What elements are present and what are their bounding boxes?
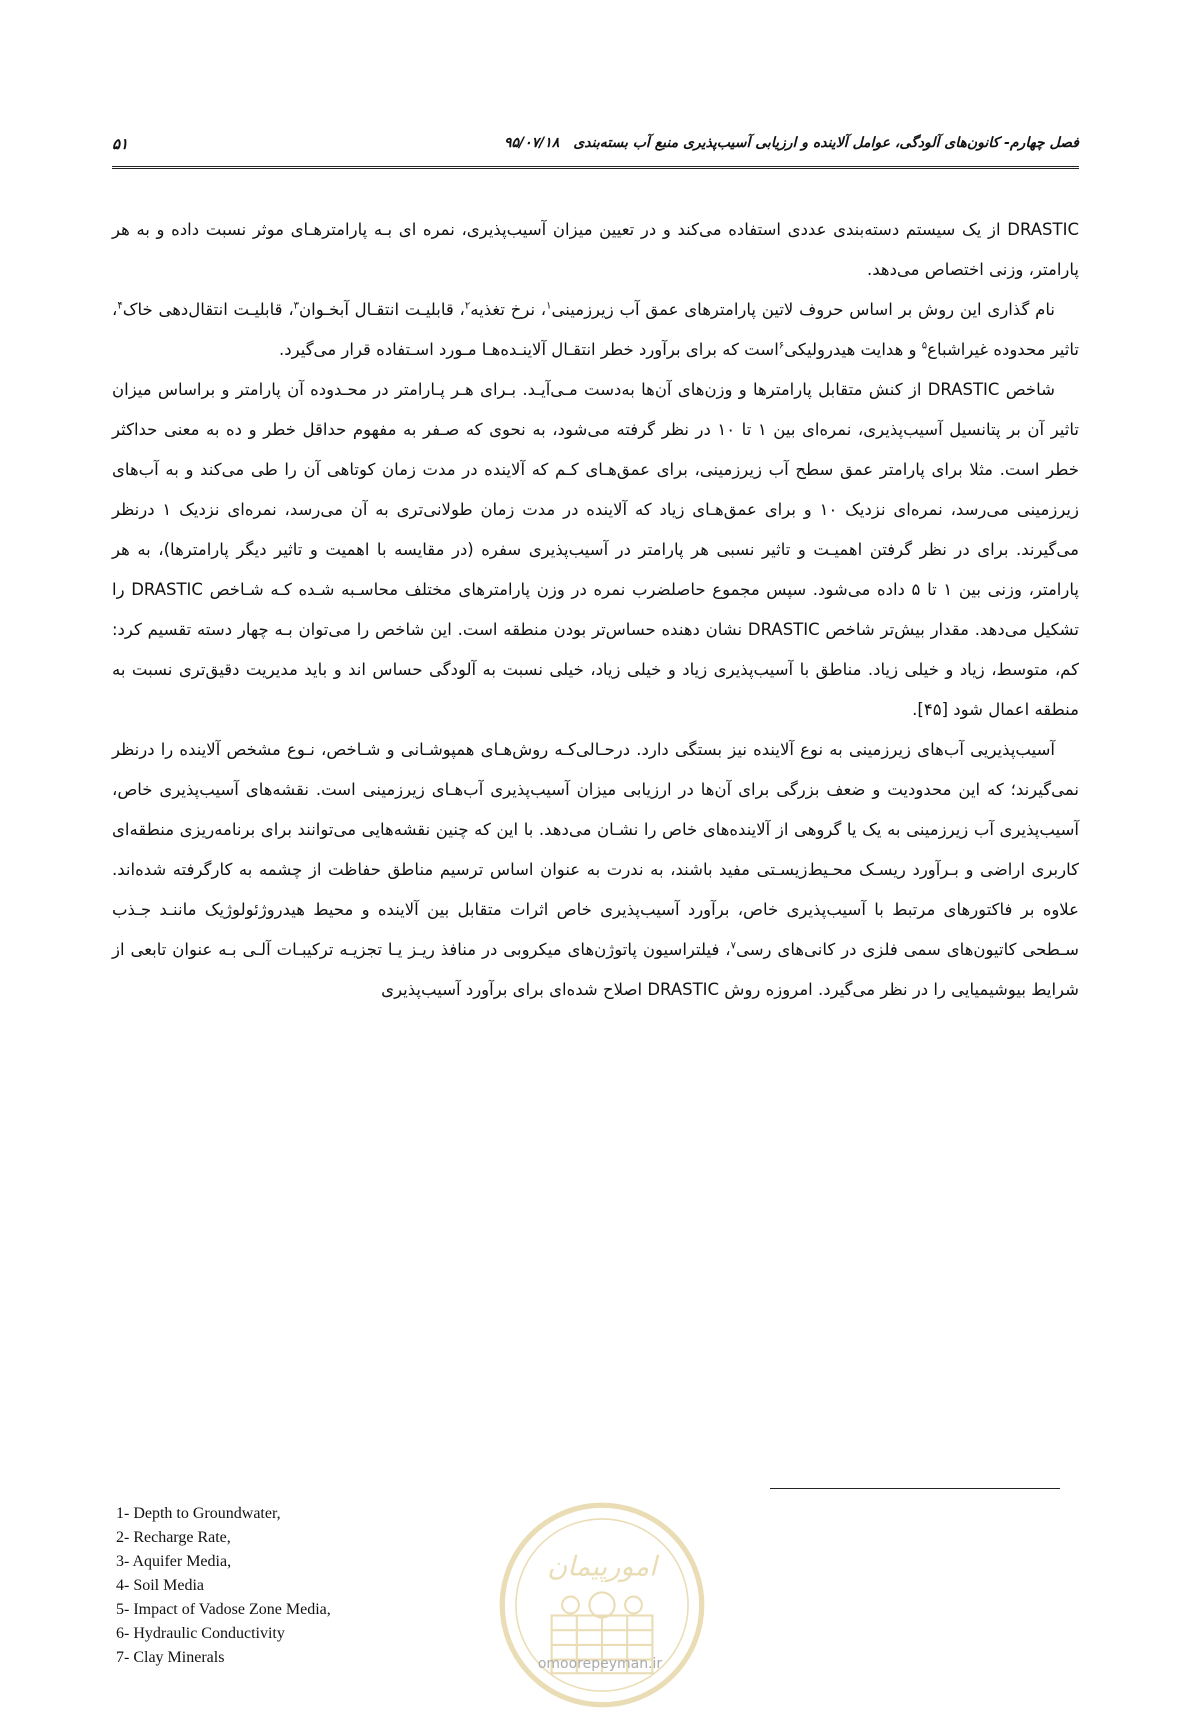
paragraph — [112, 370, 1079, 730]
paragraph — [112, 210, 1079, 290]
paragraph — [112, 290, 1079, 370]
footnote-item: 3- Aquifer Media, — [116, 1553, 232, 1570]
paragraph-text: DRASTIC از یک سیستم دسته‌بندی عددی استفاده می‌کند و در تعیین میزان آسیب‌پذیری، نمره ای بـه پارامترهـای موثر نسبت داده و به هر پارامتر، وزنی اختصاص می‌دهد. — [112, 220, 1079, 279]
header-rule — [112, 166, 1079, 169]
paragraph-text: ، تاثیر محدوده غیراشباع — [112, 300, 1079, 359]
watermark-logo-text: امورپیمان — [547, 1551, 657, 1583]
footnote-ref[interactable]: ۶ — [778, 340, 785, 352]
paragraph-text: و هدایت هیدرولیکی — [784, 340, 922, 359]
footnote-item: 5- Impact of Vadose Zone Media, — [116, 1601, 331, 1618]
footnote-ref[interactable]: ۱ — [546, 300, 552, 312]
header-date: ۹۵/۰۷/۱۸ — [503, 135, 560, 151]
chapter-title-text: فصل چهارم- کانون‌های آلودگی، عوامل آلاینده و ارزیابی آسیب‌پذیری منبع آب بسته‌بندی — [573, 135, 1079, 151]
paragraph-text: آسیب‌پذیریی آب‌های زیرزمینی به نوع آلاینده نیز بستگی دارد. درحـالی‌کـه روش‌هـای همپوشـانی و شـاخص، نـوع مشخص آلاینده را درنظر نمی‌گیرند؛ که این محدودیت و ضعف بزرگی برای آن‌ها در ارزیابی میزان آسیب‌پذیری آب‌هـای زیرزمینی است. نقشه‌های آسیب‌پذیری خاص، آسیب‌پذیری آب زیرزمینی به یک یا گروهی از آلاینده‌های خاص را نشـان می‌دهد. با این که چنین نقشه‌هایی می‌توانند برای برنامه‌ریزی منطقه‌ای کاربری اراضی و بـرآورد ریسـک محـیط‌زیسـتی مفید باشند، به ندرت به عنوان اساس ترسیم مناطق حفاظت از چشمه به کارگرفته شده‌اند. علاوه بر فاکتورهای مرتبط با آسیب‌پذیری خاص، برآورد آسیب‌پذیری خاص اثرات متقابل بین آلاینده و محیط هیدروژئولوژیک ماننـد جـذب سـطحی کاتیون‌های سمی فلزی در کانی‌های رسی — [112, 740, 1079, 959]
footnote-item: 1- Depth to Groundwater, — [116, 1505, 281, 1522]
footnotes-list — [116, 1502, 331, 1670]
footnote-ref[interactable]: ۳ — [293, 300, 300, 312]
paragraph-text: شاخص DRASTIC از کنش متقابل پارامترها و وزن‌های آن‌ها به‌دست مـی‌آیـد. بـرای هـر پـارامتر در محـدوده آن پارامتر و براساس میزان تاثیر آن بر پتانسیل آسیب‌پذیری، نمره‌ای بین ۱ تا ۱۰ در نظر گرفته می‌شود، به نحوی که صـفر به مفهوم حداقل خطر و ده به معنی حداکثر خطر است. مثلا برای پارامتر عمق سطح آب زیرزمینی، برای عمق‌هـای کـم که آلاینده در مدت زمان کوتاهی آن را طی می‌کند و به آب‌های زیرزمینی می‌رسد، نمره‌ای نزدیک ۱۰ و برای عمق‌هـای زیاد که آلاینده در مدت زمان طولانی‌تری به آن می‌رسد، نمره‌ای نزدیک ۱ درنظر می‌گیرند. برای در نظر گرفتن اهمیـت و تاثیر نسبی هر پارامتر در آسیب‌پذیری سفره (در مقایسه با اهمیت و تاثیر دیگر پارامترها)، به هر پارامتر، وزنی بین ۱ تا ۵ داده می‌شود. سپس مجموع حاصلضرب نمره در وزن پارامترهای مختلف محاسـبه شـده کـه شـاخص DRASTIC را تشکیل می‌دهد. مقدار بیش‌تر شاخص DRASTIC نشان دهنده حساس‌تر بودن منطقه است. این شاخص را می‌توان بـه چهار دسته تقسیم کرد: کم، متوسط، زیاد و خیلی زیاد. مناطق با آسیب‌پذیری زیاد و خیلی زیاد، خیلی نسبت به آلودگی حساس اند و باید مدیریت دقیق‌تری نسبت به منطقه اعمال شود [۴۵]. — [112, 380, 1079, 719]
footnote-ref[interactable]: ۵ — [921, 340, 928, 352]
paragraph-text: ، قابلیـت انتقال‌دهی خاک — [122, 300, 294, 319]
footnote-item: 7- Clay Minerals — [116, 1649, 225, 1666]
body-text — [112, 210, 1079, 1010]
footnote-ref[interactable]: ۷ — [730, 940, 736, 952]
paragraph-text: است که برای برآورد خطر انتقـال آلاینـده‌هـا مـورد اسـتفاده قرار می‌گیرد. — [279, 340, 779, 359]
paragraph-text: ، قابلیـت انتقـال آبخـوان — [299, 300, 465, 319]
footnote-ref[interactable]: ۲ — [464, 300, 471, 312]
footnote-item: 2- Recharge Rate, — [116, 1529, 231, 1546]
footnote-item: 6- Hydraulic Conductivity — [116, 1625, 285, 1642]
running-header — [112, 125, 1079, 161]
paragraph-text: نام گذاری این روش بر اساس حروف لاتین پارامترهای عمق آب زیرزمینی — [551, 300, 1055, 319]
paragraph-text: ، فیلتراسیون پاتوژن‌های میکروبی در منافذ ریـز یـا تجزیـه ترکیبـات آلـی بـه عنوان تابعی از شرایط بیوشیمیایی را در نظر می‌گیرد. امروزه روش DRASTIC اصلاح شده‌ای برای برآورد آسیب‌پذیری — [112, 940, 1079, 999]
watermark-logo — [497, 1500, 707, 1710]
paragraph — [112, 730, 1079, 1010]
footnote-item: 4- Soil Media — [116, 1577, 204, 1594]
chapter-title — [504, 135, 1079, 151]
footnote-rule — [770, 1488, 1060, 1489]
footnote-ref[interactable]: ۴ — [117, 300, 123, 312]
paragraph-text: ، نرخ تغذیه — [470, 300, 547, 319]
watermark-url: omoorepeyman.ir — [537, 1656, 663, 1672]
page-number: ۵۱ — [112, 135, 129, 153]
